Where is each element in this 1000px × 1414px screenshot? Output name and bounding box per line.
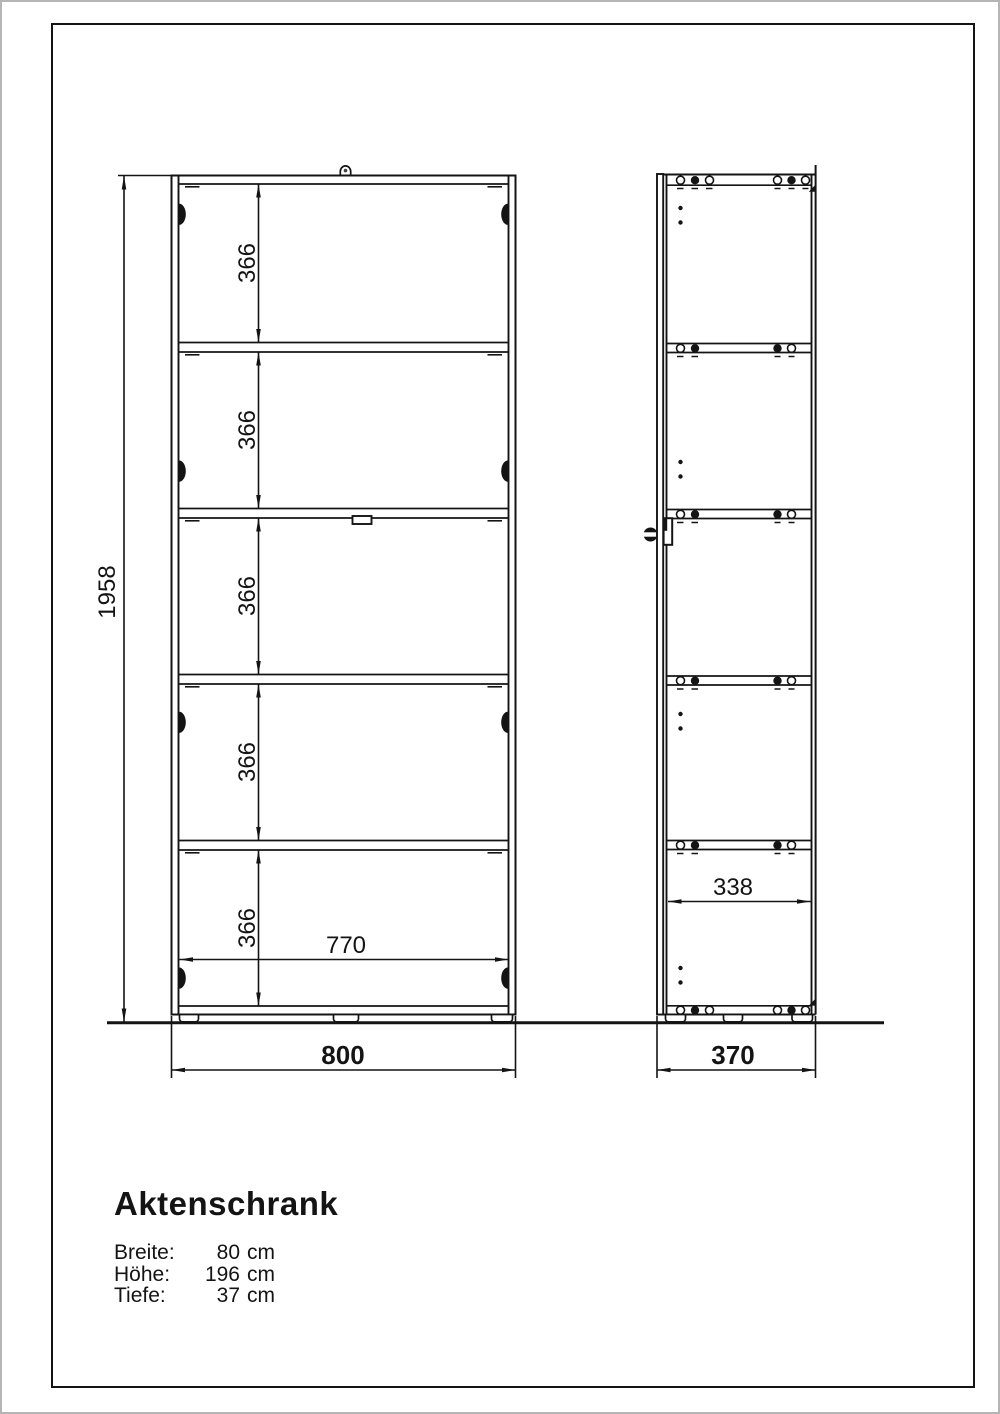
front-lock-housing bbox=[353, 516, 372, 524]
spec-unit: cm bbox=[247, 1284, 275, 1307]
front-shelves bbox=[179, 343, 509, 851]
spec-row-width bbox=[114, 1242, 275, 1264]
dim-label-outer-depth: 370 bbox=[711, 1040, 755, 1070]
side-screws-shelves bbox=[677, 344, 796, 853]
dimension-lines bbox=[118, 176, 816, 1079]
dim-total-height bbox=[118, 176, 171, 1023]
front-view bbox=[172, 166, 516, 1022]
front-carcass-outline bbox=[172, 176, 516, 1015]
dim-label-compartment-3: 366 bbox=[234, 575, 261, 617]
product-title: Aktenschrank bbox=[114, 1185, 339, 1222]
front-hinges bbox=[179, 204, 508, 989]
top-mount-knob bbox=[340, 166, 350, 175]
dim-label-outer-width: 800 bbox=[321, 1040, 365, 1070]
dim-label-compartment-1: 366 bbox=[234, 242, 261, 284]
dim-label-inner-width: 770 bbox=[325, 932, 367, 959]
spec-value: 37 bbox=[216, 1284, 240, 1307]
spec-value: 196 bbox=[204, 1262, 240, 1286]
dim-label-compartment-2: 366 bbox=[234, 409, 261, 451]
side-screws-bottom bbox=[677, 1006, 810, 1014]
dim-label-compartment-4: 366 bbox=[234, 741, 261, 783]
spec-row-depth bbox=[114, 1285, 275, 1307]
spec-unit: cm bbox=[247, 1262, 275, 1286]
side-lock-plate bbox=[664, 518, 673, 545]
spec-label: Höhe: bbox=[114, 1262, 171, 1286]
spec-label: Breite: bbox=[114, 1241, 175, 1264]
front-feet bbox=[180, 1015, 513, 1022]
dim-label-compartment-5: 366 bbox=[234, 907, 261, 949]
dim-label-inner-depth: 338 bbox=[712, 874, 754, 901]
side-lock-knob bbox=[643, 528, 658, 542]
side-door-edge bbox=[657, 174, 663, 1015]
front-fitting-ticks bbox=[185, 187, 502, 853]
dim-label-total-height: 1958 bbox=[94, 565, 121, 619]
side-pin-holes bbox=[678, 206, 682, 985]
side-screws-top bbox=[677, 176, 810, 189]
side-feet bbox=[666, 1015, 813, 1022]
spec-table bbox=[114, 1242, 275, 1307]
spec-label: Tiefe: bbox=[114, 1284, 166, 1307]
spec-row-height bbox=[114, 1264, 275, 1286]
spec-value: 80 bbox=[216, 1241, 240, 1264]
spec-unit: cm bbox=[247, 1241, 275, 1264]
side-shelves bbox=[667, 344, 812, 850]
